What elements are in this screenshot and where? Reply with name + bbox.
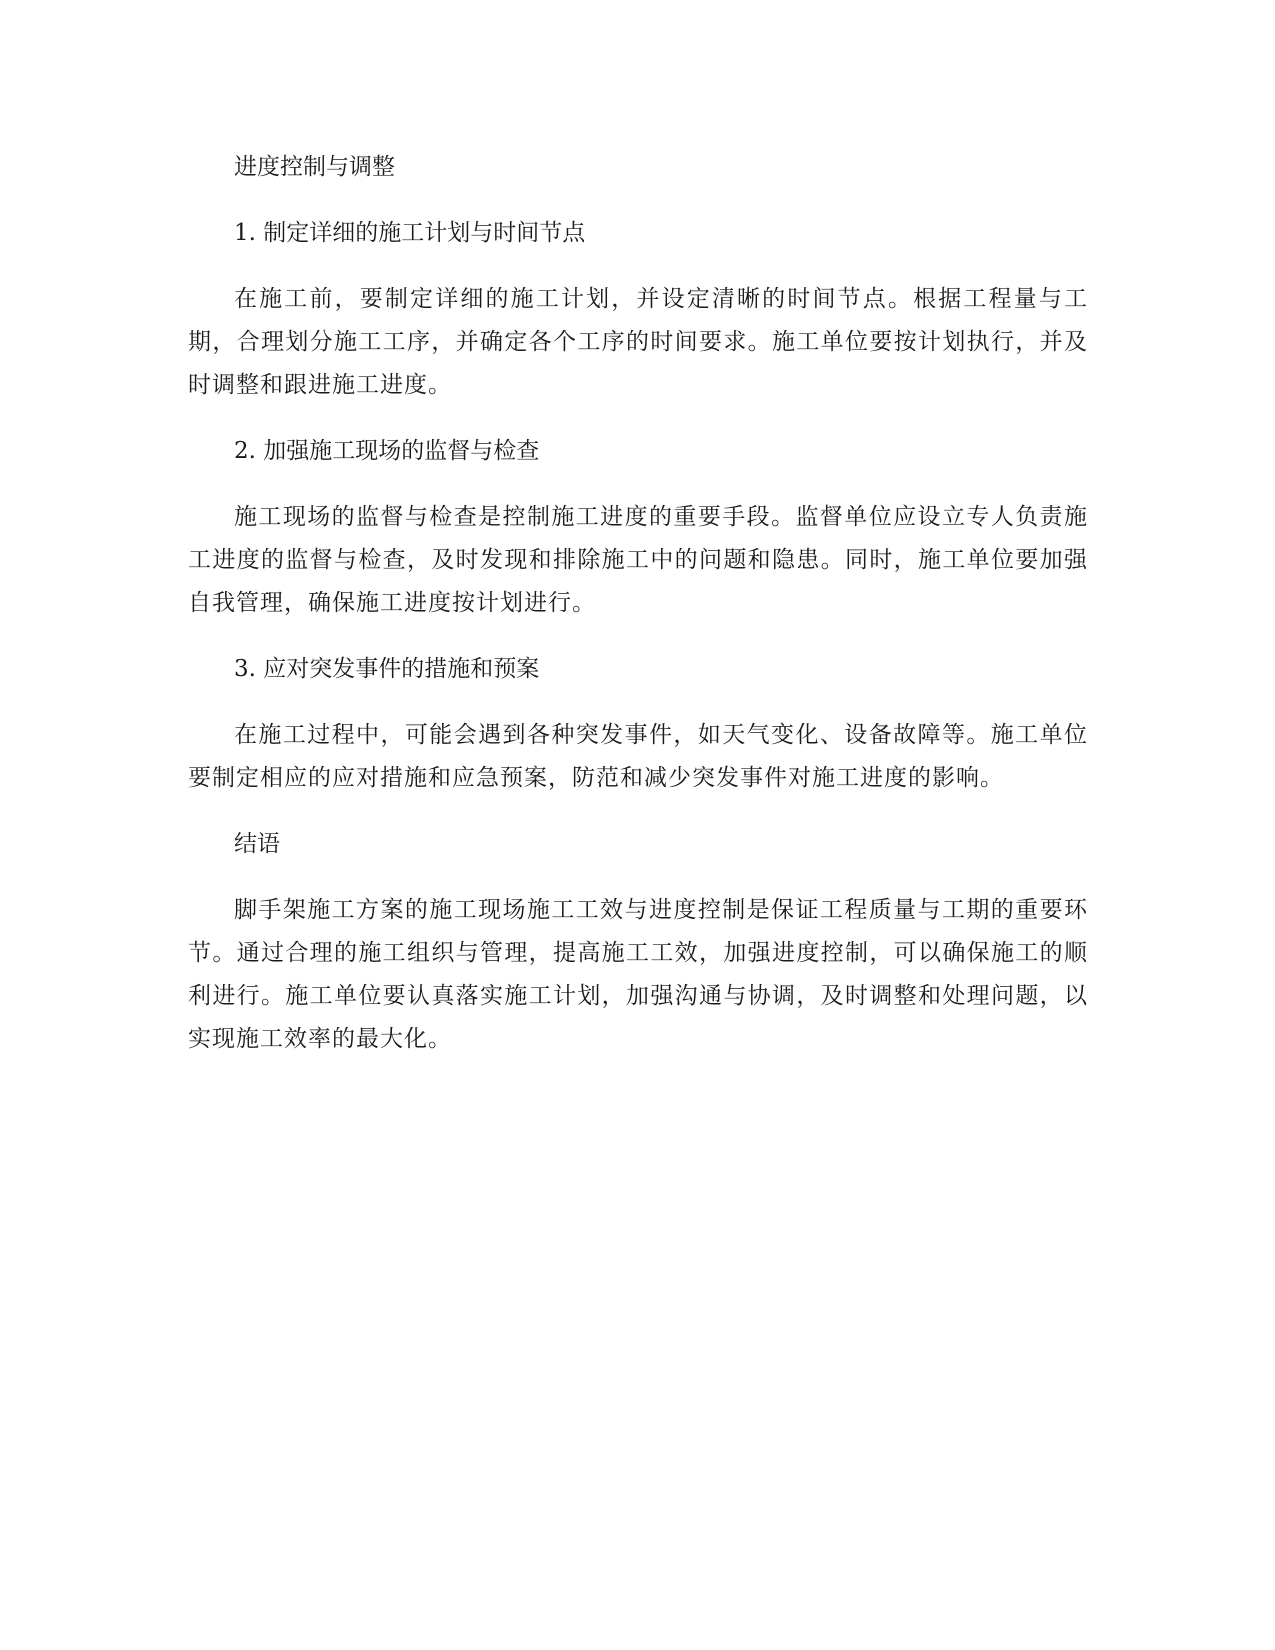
item-paragraph-1: 在施工前，要制定详细的施工计划，并设定清晰的时间节点。根据工程量与工期，合理划分施工工序，并确定各个工序的时间要求。施工单位要按计划执行，并及时调整和跟进施工进度。 xyxy=(188,286,1088,398)
document-body xyxy=(188,146,1088,1084)
item-paragraph-3: 在施工过程中，可能会遇到各种突发事件，如天气变化、设备故障等。施工单位要制定相应的应对措施和应急预案，防范和减少突发事件对施工进度的影响。 xyxy=(188,722,1088,791)
item-heading-3: 3. 应对突发事件的措施和预案 xyxy=(234,656,540,682)
conclusion-paragraph: 脚手架施工方案的施工现场施工工效与进度控制是保证工程质量与工期的重要环节。通过合理的施工组织与管理，提高施工工效，加强进度控制，可以确保施工的顺利进行。施工单位要认真落实施工计划，加强沟通与协调，及时调整和处理问题，以实现施工效率的最大化。 xyxy=(188,897,1088,1052)
section-title: 进度控制与调整 xyxy=(234,154,395,180)
item-heading-1: 1. 制定详细的施工计划与时间节点 xyxy=(234,220,586,246)
item-paragraph-2: 施工现场的监督与检查是控制施工进度的重要手段。监督单位应设立专人负责施工进度的监督与检查，及时发现和排除施工中的问题和隐患。同时，施工单位要加强自我管理，确保施工进度按计划进行。 xyxy=(188,504,1088,616)
conclusion-title: 结语 xyxy=(234,831,280,857)
item-heading-2: 2. 加强施工现场的监督与检查 xyxy=(234,438,540,464)
